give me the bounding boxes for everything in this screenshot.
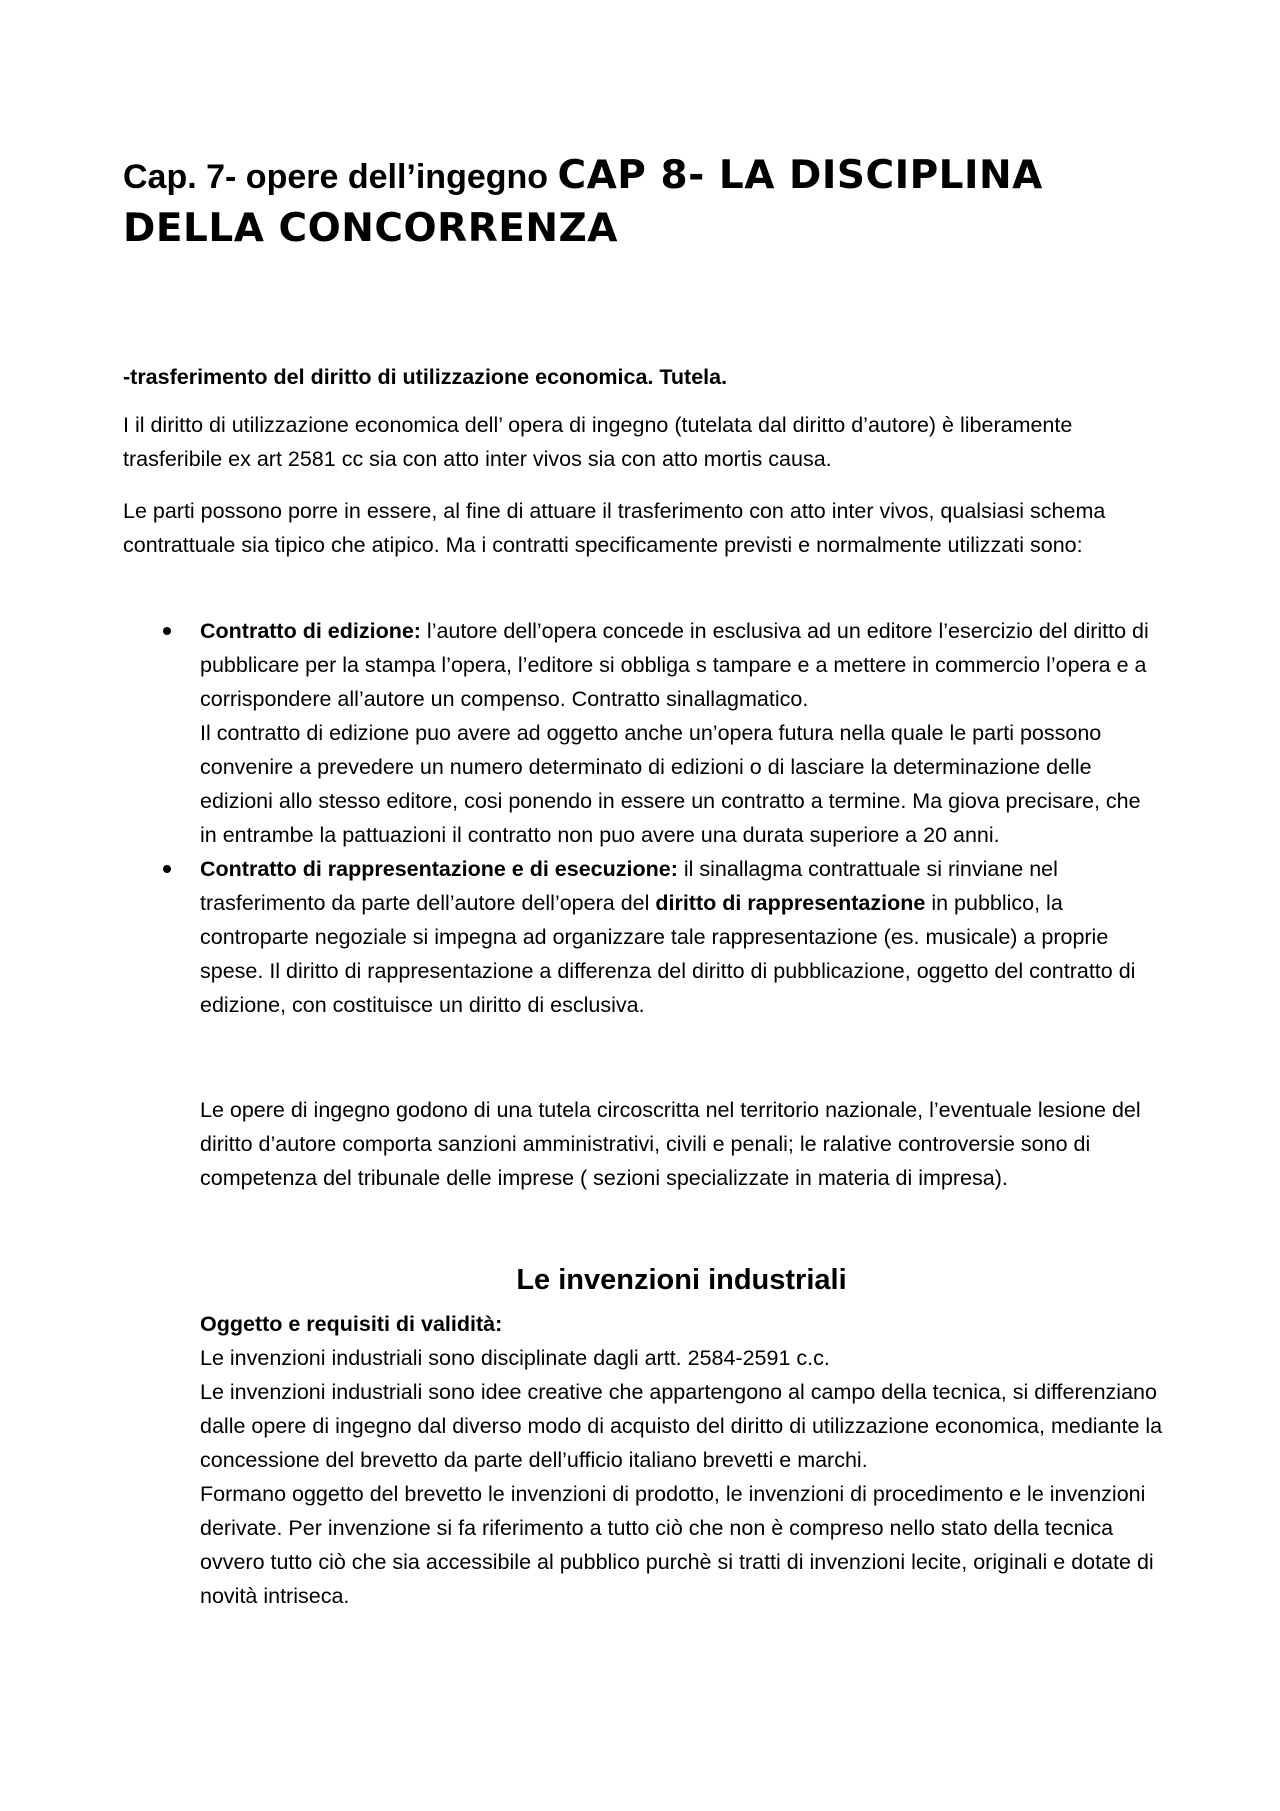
inventions-line: Formano oggetto del brevetto le invenzioni di prodotto, le invenzioni di procedimento e le invenzioni derivate. Per invenzione si fa riferimento a tutto ciò che non è compreso nello stato della tecnica ovvero tutto ciò che sia accessibile al pubblico purchè si tratti di invenzioni lecite, originali e dotate di novità intriseca.	[200, 1482, 1154, 1608]
list-item	[123, 852, 1163, 1022]
inventions-subheading: Oggetto e requisiti di validità:	[200, 1312, 503, 1336]
title-chapter-8: CAP 8- LA DISCIPLINA DELLA CONCORRENZA	[123, 153, 1043, 251]
bullet-text: il sinallagma contrattuale si rinviane nel trasferimento da parte dell’autore dell’opera del	[200, 857, 1058, 915]
inventions-body	[200, 1307, 1163, 1613]
contract-list	[123, 614, 1163, 1022]
bullet-text: in pubblico, la controparte negoziale si impegna ad organizzare tale rappresentazione (es. musicale) a proprie spese. Il diritto di rappresentazione a differenza del diritto di pubblicazione, oggetto del contratto di edizione, con costituisce un diritto di esclusiva.	[200, 891, 1136, 1017]
inventions-line: Le invenzioni industriali sono idee creative che appartengono al campo della tecnica, si differenziano dalle opere di ingegno dal diverso modo di acquisto del diritto di utilizzazione economica, mediante la concessione del brevetto da parte dell’ufficio italiano brevetti e marchi.	[200, 1380, 1163, 1472]
inventions-line: Le invenzioni industriali sono disciplinate dagli artt. 2584-2591 c.c.	[200, 1346, 830, 1370]
bullet-label: Contratto di rappresentazione e di esecuzione:	[200, 857, 678, 881]
list-item	[123, 614, 1163, 852]
bullet-text-continued: Il contratto di edizione puo avere ad oggetto anche un’opera futura nella quale le parti possono convenire a prevedere un numero determinato di edizioni o di lasciare la determinazione delle edizioni allo stesso editore, cosi ponendo in essere un contratto a termine. Ma giova precisare, che in entrambe la pattuazioni il contratto non puo avere una durata superiore a 20 anni.	[200, 721, 1141, 847]
bullet-text: l’autore dell’opera concede in esclusiva ad un editore l’esercizio del diritto di pubblicare per la stampa l’opera, l’editore si obbliga s tampare e a mettere in commercio l’opera e a corrispondere all’autore un compenso. Contratto sinallagmatico.	[200, 619, 1149, 711]
bullet-emphasis: diritto di rappresentazione	[655, 891, 926, 915]
document-title	[123, 150, 1183, 256]
tutela-paragraph: Le opere di ingegno godono di una tutela circoscritta nel territorio nazionale, l’eventuale lesione del diritto d’autore comporta sanzioni amministrativi, civili e penali; le ralative controversie sono di competenza del tribunale delle imprese ( sezioni specializzate in materia di impresa).	[200, 1098, 1141, 1190]
bullet-icon	[163, 865, 171, 873]
bullet-label: Contratto di edizione:	[200, 619, 421, 643]
paragraph: Le parti possono porre in essere, al fine di attuare il trasferimento con atto inter vivos, qualsiasi schema contrattuale sia tipico che atipico. Ma i contratti specificamente previsti e normalmente utilizzati sono:	[123, 499, 1106, 557]
bullet-icon	[163, 627, 171, 635]
section-heading: -trasferimento del diritto di utilizzazione economica. Tutela.	[123, 365, 728, 389]
title-chapter-7: Cap. 7- opere dell’ingegno	[123, 158, 558, 196]
inventions-title: Le invenzioni industriali	[516, 1264, 847, 1296]
paragraph: I il diritto di utilizzazione economica dell’ opera di ingegno (tutelata dal diritto d’autore) è liberamente trasferibile ex art 2581 cc sia con atto inter vivos sia con atto mortis causa.	[123, 413, 1073, 471]
